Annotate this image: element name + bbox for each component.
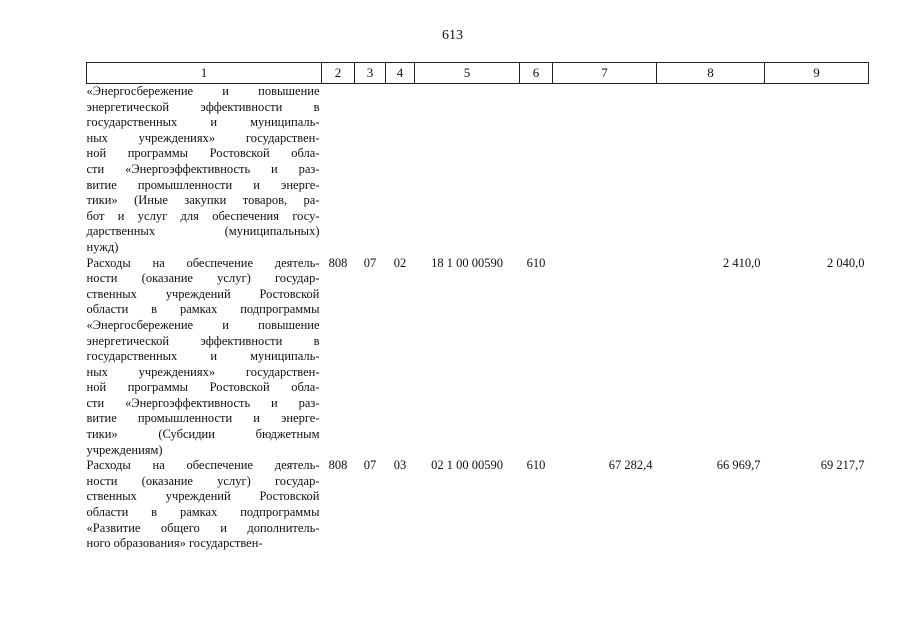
header-col-3: 3 xyxy=(355,63,386,84)
amount-col-7 xyxy=(553,84,657,256)
section-code: 07 xyxy=(363,255,377,270)
description-line: энергетической эффективности в xyxy=(86,99,320,114)
description-line: учреждениям) xyxy=(86,442,163,457)
description-line: дарственных (муниципальных) xyxy=(86,224,320,239)
section-code: 07 xyxy=(363,458,377,473)
description-line: области в рамках подпрограммы xyxy=(86,302,320,317)
description-line: «Энергосбережение и повышение xyxy=(86,317,320,332)
description-line: «Энергосбережение и повышение xyxy=(86,84,320,98)
description-line: сти «Энергоэффективность и раз- xyxy=(86,395,320,410)
page-number: 613 xyxy=(442,28,463,43)
description-line: области в рамках подпрограммы xyxy=(86,505,320,520)
description-line: ных учреждениях» государствен- xyxy=(86,130,320,145)
description-line: сти «Энергоэффективность и раз- xyxy=(86,161,320,176)
table-row xyxy=(87,256,869,459)
amount-col-8: 2 410,0 xyxy=(723,255,761,270)
section-code xyxy=(355,84,386,256)
subsection-code: 03 xyxy=(393,458,407,473)
header-col-2: 2 xyxy=(322,63,355,84)
row-description xyxy=(87,256,322,459)
amount-col-9 xyxy=(765,84,869,256)
description-line: ной программы Ростовской обла- xyxy=(86,380,320,395)
description-line: государственных и муниципаль- xyxy=(86,349,320,364)
budget-table xyxy=(86,62,869,552)
expense-type-code: 610 xyxy=(526,458,546,473)
header-col-8: 8 xyxy=(657,63,765,84)
description-line: «Развитие общего и дополнитель- xyxy=(86,520,320,535)
amount-col-7: 67 282,4 xyxy=(608,458,653,473)
header-col-5: 5 xyxy=(415,63,520,84)
description-line: государственных и муниципаль- xyxy=(86,115,320,130)
header-col-7: 7 xyxy=(553,63,657,84)
description-line: ности (оказание услуг) государ- xyxy=(86,271,320,286)
ministry-code xyxy=(322,84,355,256)
table-row xyxy=(87,84,869,256)
description-line: Расходы на обеспечение деятель- xyxy=(86,255,320,270)
subsection-code xyxy=(386,84,415,256)
header-col-1: 1 xyxy=(87,63,322,84)
amount-col-9: 2 040,0 xyxy=(827,255,865,270)
description-line: нужд) xyxy=(86,239,119,254)
description-line: энергетической эффективности в xyxy=(86,333,320,348)
expense-type-code xyxy=(520,84,553,256)
header-col-9: 9 xyxy=(765,63,869,84)
amount-col-7 xyxy=(553,256,657,459)
description-line: тики» (Субсидии бюджетным xyxy=(86,427,320,442)
expense-type-code: 610 xyxy=(526,255,546,270)
description-line: ности (оказание услуг) государ- xyxy=(86,473,320,488)
amount-col-8 xyxy=(657,84,765,256)
description-line: тики» (Иные закупки товаров, ра- xyxy=(86,193,320,208)
ministry-code: 808 xyxy=(328,255,348,270)
description-line: ного образования» государствен- xyxy=(86,536,263,551)
description-line: ственных учреждений Ростовской xyxy=(86,489,320,504)
description-line: ной программы Ростовской обла- xyxy=(86,146,320,161)
description-line: бот и услуг для обеспечения госу- xyxy=(86,208,320,223)
subsection-code: 02 xyxy=(393,255,407,270)
description-line: ственных учреждений Ростовской xyxy=(86,286,320,301)
row-description xyxy=(87,458,322,552)
ministry-code: 808 xyxy=(328,458,348,473)
header-col-4: 4 xyxy=(386,63,415,84)
description-line: ных учреждениях» государствен- xyxy=(86,364,320,379)
target-item-code: 18 1 00 00590 xyxy=(431,255,503,270)
description-line: витие промышленности и энерге- xyxy=(86,177,320,192)
amount-col-9: 69 217,7 xyxy=(820,458,865,473)
header-col-6: 6 xyxy=(520,63,553,84)
target-item-code: 02 1 00 00590 xyxy=(431,458,503,473)
amount-col-8: 66 969,7 xyxy=(716,458,761,473)
description-line: витие промышленности и энерге- xyxy=(86,411,320,426)
table-row xyxy=(87,458,869,552)
header-row xyxy=(87,63,869,84)
target-item-code xyxy=(415,84,520,256)
description-line: Расходы на обеспечение деятель- xyxy=(86,458,320,473)
row-description xyxy=(87,84,322,256)
